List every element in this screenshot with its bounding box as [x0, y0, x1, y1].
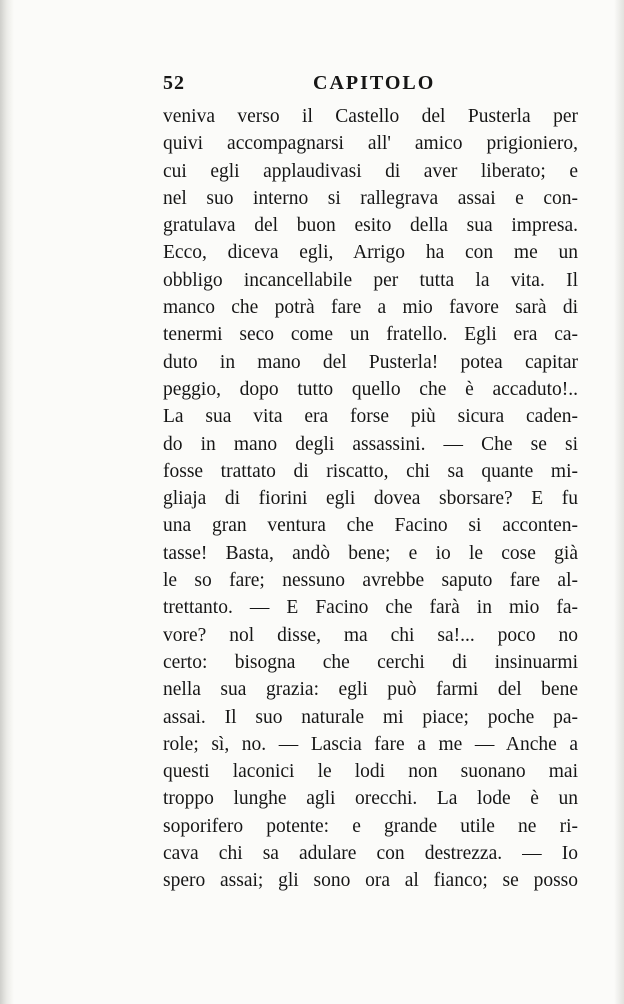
page-number: 52	[163, 72, 185, 94]
text-line: peggio, dopo tutto quello che è accaduto!..	[163, 378, 578, 400]
text-line: Ecco, diceva egli, Arrigo ha con me un	[163, 242, 578, 264]
text-line: do in mano degli assassini. — Che se si	[163, 433, 578, 455]
text-line: fosse trattato di riscatto, chi sa quante mi-	[163, 460, 578, 482]
text-line: cui egli applaudivasi di aver liberato; e	[163, 160, 578, 182]
text-line: gliaja di fiorini egli dovea sborsare? E fu	[163, 488, 578, 510]
running-head: CAPITOLO	[313, 72, 436, 94]
text-line: troppo lunghe agli orecchi. La lode è un	[163, 788, 578, 810]
text-line: obbligo incancellabile per tutta la vita. Il	[163, 269, 578, 291]
text-line: manco che potrà fare a mio favore sarà di	[163, 297, 578, 319]
text-line: questi laconici le lodi non suonano mai	[163, 761, 578, 783]
text-line: assai. Il suo naturale mi piace; poche pa-	[163, 706, 578, 728]
text-line: certo: bisogna che cerchi di insinuarmi	[163, 651, 578, 673]
text-line: trettanto. — E Facino che farà in mio fa-	[163, 597, 578, 619]
page-header	[163, 72, 578, 100]
text-line: vore? nol disse, ma chi sa!... poco no	[163, 624, 578, 646]
text-line: spero assai; gli sono ora al fianco; se posso	[163, 870, 578, 892]
text-line: le so fare; nessuno avrebbe saputo fare al-	[163, 570, 578, 592]
text-line: veniva verso il Castello del Pusterla per	[163, 106, 578, 127]
text-line: gratulava del buon esito della sua impresa.	[163, 215, 578, 237]
text-line: tenermi seco come un fratello. Egli era ca-	[163, 324, 578, 346]
text-line: quivi accompagnarsi all' amico prigioniero,	[163, 133, 578, 155]
text-line: role; sì, no. — Lascia fare a me — Anche a	[163, 733, 578, 755]
text-line: soporifero potente: e grande utile ne ri-	[163, 815, 578, 837]
text-line: nella sua grazia: egli può farmi del bene	[163, 679, 578, 701]
text-line: La sua vita era forse più sicura caden-	[163, 406, 578, 428]
text-line: tasse! Basta, andò bene; e io le cose già	[163, 542, 578, 564]
page-right-edge	[614, 0, 624, 1004]
body-text	[163, 103, 578, 895]
text-line: una gran ventura che Facino si acconten-	[163, 515, 578, 537]
page-left-edge	[0, 0, 14, 1004]
text-line: duto in mano del Pusterla! potea capitar	[163, 351, 578, 373]
text-line: nel suo interno si rallegrava assai e con-	[163, 187, 578, 209]
text-line: cava chi sa adulare con destrezza. — Io	[163, 843, 578, 865]
